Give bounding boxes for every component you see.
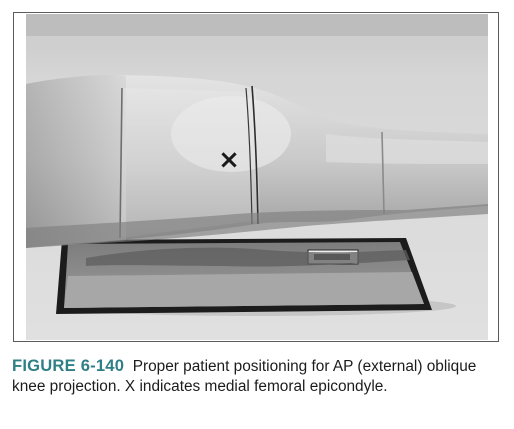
figure-caption bbox=[12, 356, 506, 397]
knee-positioning-photo bbox=[26, 14, 488, 340]
epicondyle-x-marker: × bbox=[218, 145, 240, 175]
figure-caption-text: Proper patient positioning for AP (external) oblique knee projection. X indicates medial femoral epicondyle. bbox=[12, 358, 477, 395]
figure-number: FIGURE 6-140 bbox=[12, 356, 125, 375]
figure-photo-frame bbox=[13, 12, 499, 342]
